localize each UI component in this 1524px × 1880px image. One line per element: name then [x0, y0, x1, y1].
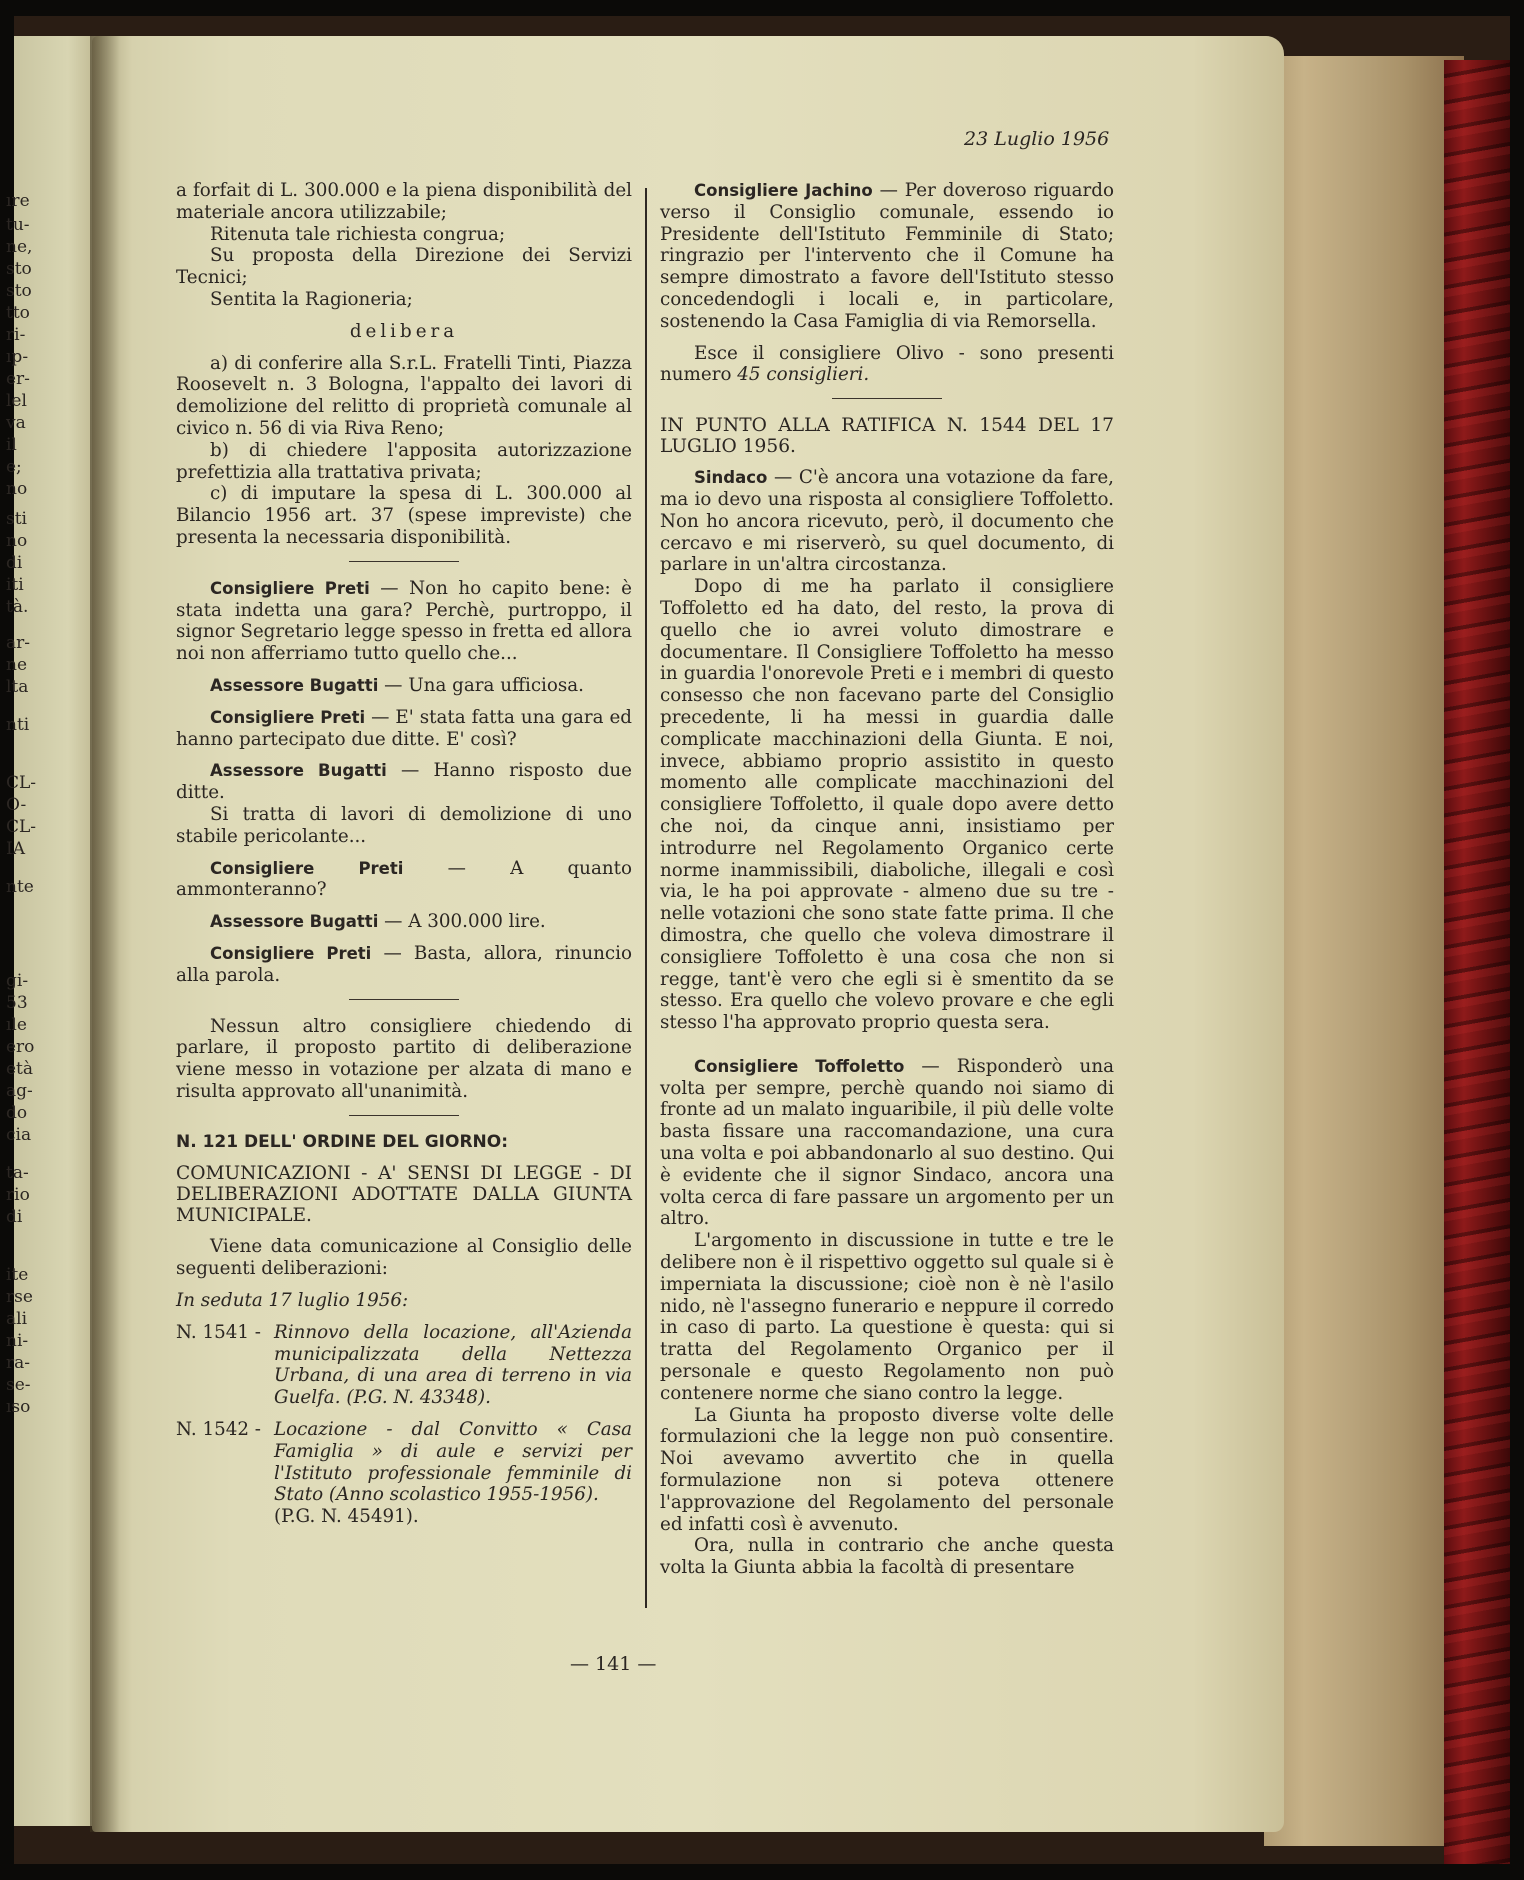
- item-text: Rinnovo della locazione, all'Azienda municipalizzata della Nettezza Urbana, di una area di terreno in via Guelfa. (P.G. N. 43348).: [274, 1321, 632, 1409]
- margin-fragment: er-: [6, 369, 30, 389]
- speaker-name: Consigliere Toffoletto: [694, 1056, 905, 1076]
- margin-fragment: lel: [6, 391, 27, 411]
- margin-fragment: il: [6, 435, 17, 455]
- separator-rule: [349, 561, 459, 562]
- vote-paragraph: Nessun altro consigliere chiedendo di parlare, il proposto partito di deliberazione viene messo in votazione per alzata di mano e risulta approvato all'unanimità.: [176, 1015, 632, 1102]
- paragraph: a forfait di L. 300.000 e la piena disponibilità del materiale ancora utilizzabile;: [176, 180, 632, 223]
- item-number: N. 1542 -: [176, 1419, 261, 1441]
- margin-fragment: ne: [6, 655, 28, 675]
- margin-fragment: di: [6, 1207, 23, 1227]
- speech-text: — A 300.000 lire.: [378, 911, 546, 933]
- margin-fragment: rse: [6, 1287, 33, 1307]
- margin-fragment: do: [6, 1103, 28, 1123]
- margin-fragment: sti: [6, 509, 27, 529]
- paragraph: L'argomento in discussione in tutte e tre le delibere non è il rispettivo oggetto sul quale si è imperniata la discussione; cioè non è nè l'asilo nido, nè l'assegno funerario e neppure il corredo in caso di parto. La questione è questa: qui si tratta del Regolamento Organico per il personale e questo Regolamento non può contenere norme che siano contro la legge.: [660, 1230, 1114, 1404]
- margin-fragment: ra-: [6, 1353, 31, 1373]
- speaker-name: Sindaco: [694, 468, 768, 488]
- separator-rule: [349, 999, 459, 1000]
- speech-text: — C'è ancora una votazione da fare, ma io devo una risposta al consigliere Toffoletto. Non ho ancora ricevuto, però, il documento che cercavo e mi riserverò, su quel documento, di parlare in un'altra circostanza.: [660, 467, 1114, 576]
- speech-text: — Hanno risposto due ditte.: [176, 760, 632, 804]
- paragraph: Si tratta di lavori di demolizione di uno stabile pericolante...: [176, 803, 632, 847]
- margin-fragment: lta: [6, 677, 29, 697]
- dialogue-entry: [176, 675, 632, 697]
- speaker-name: Assessore Bugatti: [210, 675, 379, 695]
- separator-rule: [832, 398, 942, 399]
- dialogue-entry: [176, 760, 632, 804]
- margin-fragment: ite: [6, 1265, 29, 1285]
- right-column: [660, 180, 1114, 1579]
- margin-fragment: età: [6, 1059, 34, 1079]
- speaker-name: Consigliere Preti: [210, 858, 404, 878]
- item-reference: (P.G. N. 45491).: [274, 1506, 419, 1528]
- item-number: N. 1541 -: [176, 1321, 261, 1343]
- margin-fragment: tto: [6, 303, 30, 323]
- paragraph: Ora, nulla in contrario che anche questa volta la Giunta abbia la facoltà di presentare: [660, 1535, 1114, 1579]
- dialogue-entry: [176, 911, 632, 933]
- speaker-name: Assessore Bugatti: [210, 761, 387, 781]
- clause-b: b) di chiedere l'apposita autorizzazione prefettizia alla trattativa privata;: [176, 439, 632, 483]
- margin-fragment: sto: [6, 259, 32, 279]
- dialogue-entry: [660, 467, 1114, 576]
- dialogue-entry: [660, 1056, 1114, 1230]
- speech-text: — E' stata fatta una gara ed hanno partecipato due ditte. E' così?: [176, 706, 632, 750]
- separator-rule: [349, 1115, 459, 1116]
- speech-text: — Per doveroso riguardo verso il Consiglio comunale, essendo io Presidente dell'Istituto Femminile di Stato; ringrazio per l'intervento che il Comune ha sempre dimostrato a favore dell'Istituto stesso concedendogli i locali e, in particolare, sostenendo la Casa Famiglia di via Remorsella.: [660, 180, 1114, 332]
- section-subtitle: COMUNICAZIONI - A' SENSI DI LEGGE - DI DELIBERAZIONI ADOTTATE DALLA GIUNTA MUNICIPALE.: [176, 1163, 632, 1227]
- clause-a: a) di conferire alla S.r.L. Fratelli Tinti, Piazza Roosevelt n. 3 Bologna, l'appalto dei lavori di demolizione del relitto di proprietà comunale al civico n. 56 di via Riva Reno;: [176, 352, 632, 439]
- margin-fragment: 53: [6, 993, 28, 1013]
- book-spine: [1444, 60, 1510, 1864]
- margin-fragment: ta-: [6, 1163, 29, 1183]
- dialogue-entry: [660, 180, 1114, 333]
- deliberation-item: [176, 1419, 632, 1528]
- margin-fragment: nti: [6, 715, 30, 735]
- margin-fragment: ıso: [6, 1397, 31, 1417]
- speaker-name: Consigliere Preti: [210, 943, 372, 963]
- speaker-name: Consigliere Preti: [210, 578, 370, 598]
- margin-fragment: ali: [6, 1309, 28, 1329]
- paragraph-italic: 45 consiglieri.: [737, 364, 870, 386]
- dialogue-entry: [176, 578, 632, 665]
- speech-text: — A quanto ammonteranno?: [176, 857, 632, 901]
- margin-fragment: ag-: [6, 1081, 33, 1101]
- deliberation-item: [176, 1322, 632, 1409]
- margin-fragment: cia: [6, 1125, 32, 1145]
- paragraph: Viene data comunicazione al Consiglio delle seguenti deliberazioni:: [176, 1236, 632, 1280]
- margin-fragment: tà.: [6, 597, 29, 617]
- margin-fragment: gi-: [6, 971, 29, 991]
- margin-fragment: no: [6, 479, 28, 499]
- speech-text: — Risponderò una volta per sempre, perchè quando noi siamo di fronte ad un malato inguaribile, il più delle volte basta fissare una raccomandazione, una cura una volta e poi abbandonarlo al suo destino. Qui è evidente che il signor Sindaco, ancora una volta cerca di fare passare un argomento per un altro.: [660, 1055, 1114, 1230]
- speech-text: — Una gara ufficiosa.: [378, 674, 584, 696]
- margin-fragment: tu-: [6, 215, 30, 235]
- margin-fragment: sto: [6, 281, 32, 301]
- page-number: — 141 —: [570, 1653, 657, 1675]
- speaker-name: Assessore Bugatti: [210, 912, 379, 932]
- dialogue-entry: [176, 858, 632, 902]
- margin-fragment: iti: [6, 575, 24, 595]
- column-divider: [645, 188, 647, 1608]
- paragraph: Dopo di me ha parlato il consigliere Toffoletto ed ha dato, del resto, la prova di quello che io avrei voluto dimostrare e documentare. Il Consigliere Toffoletto ha messo in guardia l'onorevole Preti e i membri di questo consesso che non facevano parte del Consiglio precedente, li ha messi in guardia dalle complicate macchinazioni della Giunta. E noi, invece, abbiamo proprio assistito in questo momento alle complicate macchinazioni del consigliere Toffoletto, il quale dopo avere detto che noi, da cinque anni, insistiamo per introdurre nel Regolamento Organico certe norme inammissibili, diaboliche, illegali e così via, le ha poi approvate - almeno due su tre - nelle votazioni che sono state fatte prima. Il che dimostra, che quello che voleva dimostrare il consigliere Toffoletto è una cosa che non si regge, tant'è vero che egli si è smentito da se stesso. Era quello che volevo provare e che egli stesso l'ha approvato proprio questa sera.: [660, 576, 1114, 1034]
- margin-fragment: di: [6, 553, 23, 573]
- margin-fragment: ri-: [6, 325, 26, 345]
- left-column: [176, 180, 632, 1538]
- margin-fragment: ıle: [6, 1015, 27, 1035]
- speaker-name: Consigliere Preti: [210, 707, 366, 727]
- margin-fragment: ıre: [6, 191, 30, 211]
- margin-fragment: ni-: [6, 1331, 29, 1351]
- header-date: 23 Luglio 1956: [964, 128, 1110, 150]
- margin-fragment: no: [6, 531, 28, 551]
- page-edges: [1264, 56, 1464, 1846]
- margin-fragment: ero: [6, 1037, 35, 1057]
- dialogue-entry: [176, 943, 632, 987]
- speech-text: — Non ho capito bene: è stata indetta una gara? Perchè, purtroppo, il signor Segretario legge spesso in fretta ed allora noi non afferriamo tutto quello che...: [176, 577, 632, 665]
- section-heading: IN PUNTO ALLA RATIFICA N. 1544 DEL 17 LUGLIO 1956.: [660, 415, 1114, 458]
- margin-fragment: ıp-: [6, 347, 29, 367]
- margin-fragment: IA: [6, 839, 25, 859]
- paragraph: [660, 343, 1114, 387]
- session-line: In seduta 17 luglio 1956:: [176, 1290, 409, 1312]
- page-gutter-shadow: [90, 36, 120, 1832]
- margin-fragment: ne,: [6, 237, 33, 257]
- margin-fragment: CL-: [6, 817, 37, 837]
- margin-fragment: O-: [6, 795, 27, 815]
- dialogue-entry: [176, 707, 632, 751]
- margin-fragment: CL-: [6, 773, 37, 793]
- paragraph: Su proposta della Direzione dei Servizi Tecnici;: [176, 245, 632, 289]
- speaker-name: Consigliere Jachino: [694, 181, 873, 200]
- paragraph: La Giunta ha proposto diverse volte delle formulazioni che la legge non può consentire. Noi avevamo avvertito che in quella formulazione non si poteva ottenere l'approvazione del Regolamento del personale ed infatti così è avvenuto.: [660, 1404, 1114, 1535]
- margin-fragment: nte: [6, 877, 34, 897]
- section-title: N. 121 DELL' ORDINE DEL GIORNO:: [176, 1131, 509, 1152]
- margin-fragment: ar-: [6, 633, 31, 653]
- margin-fragment: e;: [6, 457, 22, 477]
- paragraph-text: Esce il consigliere Olivo - sono presenti numero: [660, 342, 1114, 386]
- delibera-heading: delibera: [349, 320, 459, 342]
- paragraph: Sentita la Ragioneria;: [210, 288, 413, 310]
- margin-fragment: se-: [6, 1375, 31, 1395]
- paragraph: Ritenuta tale richiesta congrua;: [210, 223, 506, 245]
- speech-text: — Basta, allora, rinuncio alla parola.: [176, 942, 632, 986]
- item-text: Locazione - dal Convitto « Casa Famiglia » di aule e servizi per l'Istituto professionale femminile di Stato (Anno scolastico 1955-1956).: [274, 1419, 632, 1506]
- margin-fragment: rio: [6, 1185, 30, 1205]
- margin-fragment: va: [6, 413, 26, 433]
- clause-c: c) di imputare la spesa di L. 300.000 al Bilancio 1956 art. 37 (spese impreviste) che presenta la necessaria disponibilità.: [176, 483, 632, 548]
